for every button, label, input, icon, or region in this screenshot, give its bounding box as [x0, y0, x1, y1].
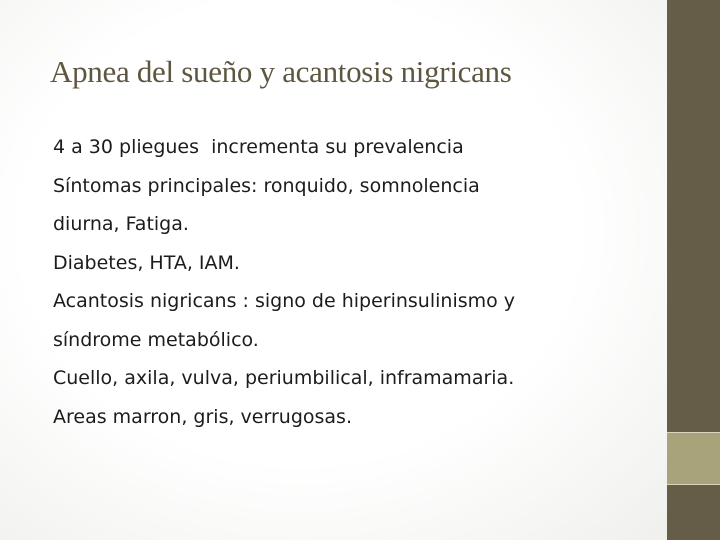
body-line: diurna, Fatiga.	[53, 213, 189, 235]
body-line: 4 a 30 pliegues incrementa su prevalencia	[53, 136, 464, 158]
side-bar-divider-bottom	[667, 484, 720, 485]
body-line: Síntomas principales: ronquido, somnolencia	[53, 174, 480, 197]
body-line: Diabetes, HTA, IAM.	[53, 251, 240, 274]
body-line: Areas marron, gris, verrugosas.	[53, 405, 352, 428]
body-line: Acantosis nigricans : signo de hiperinsulinismo y	[53, 290, 516, 312]
decorative-side-accent	[667, 433, 720, 484]
slide-title: Apnea del sueño y acantosis nigricans	[50, 54, 512, 89]
body-line: síndrome metabólico.	[53, 328, 259, 351]
body-line: Cuello, axila, vulva, periumbilical, inframamaria.	[53, 367, 515, 389]
slide-body	[53, 128, 653, 436]
